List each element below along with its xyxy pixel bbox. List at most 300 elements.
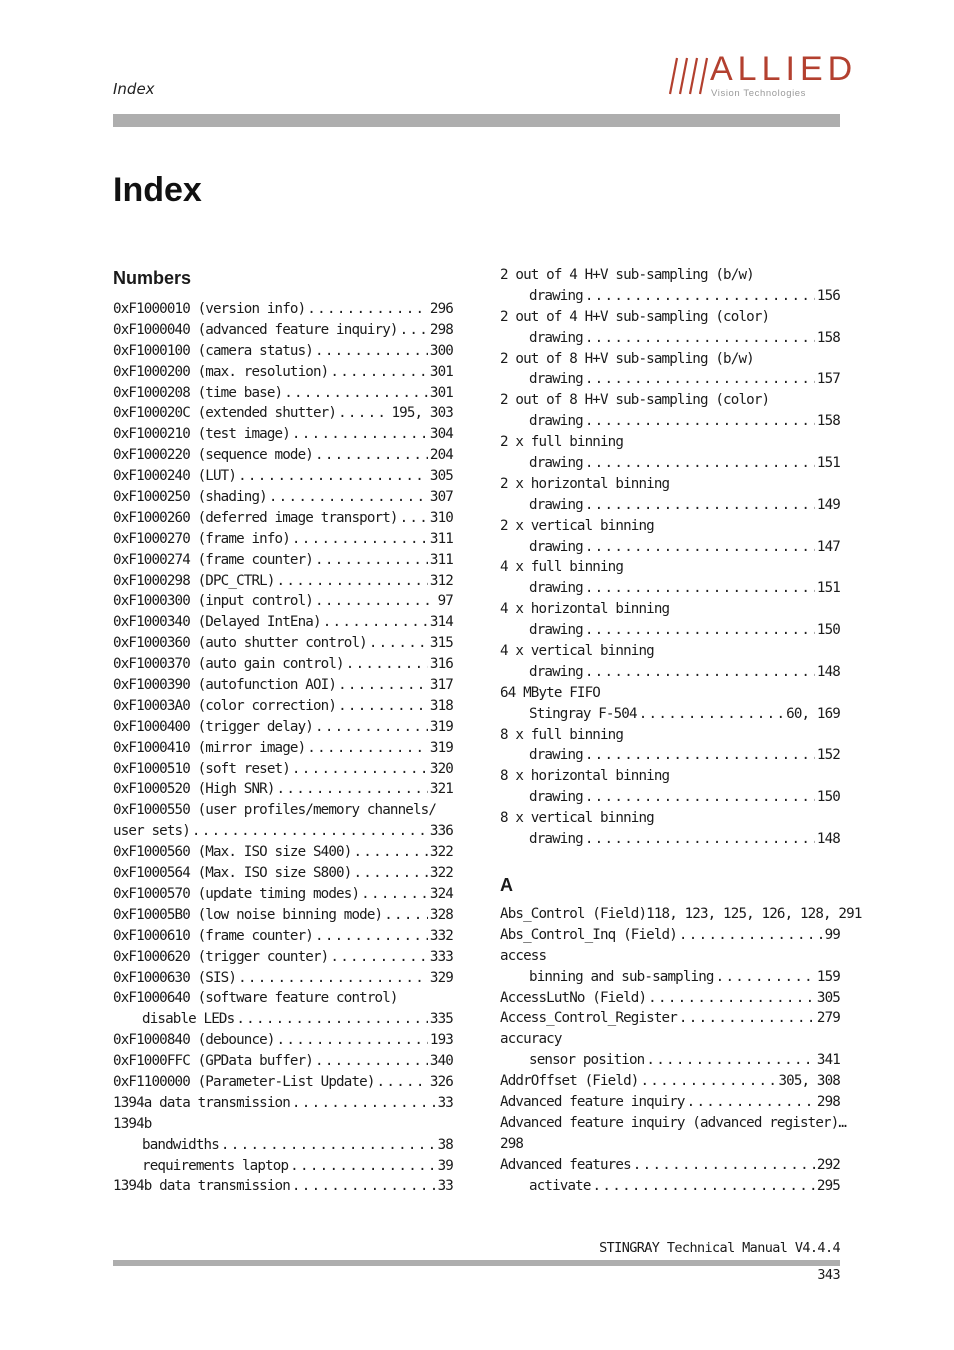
index-entry[interactable] bbox=[113, 947, 453, 968]
entry-term: 0xF1000340 (Delayed IntEna) bbox=[113, 614, 321, 631]
entry-term: 0xF1100000 (Parameter-List Update) bbox=[113, 1073, 375, 1090]
index-column-left bbox=[113, 265, 453, 1197]
dot-leader bbox=[585, 537, 815, 558]
entry-page-ref[interactable]: 320 bbox=[429, 760, 453, 777]
entry-page-ref[interactable]: 298 bbox=[429, 321, 453, 338]
entry-term: drawing bbox=[529, 663, 583, 680]
footer-rule bbox=[113, 1260, 840, 1266]
index-entry[interactable] bbox=[113, 1051, 453, 1072]
entry-page-ref[interactable]: 305, 308 bbox=[778, 1073, 840, 1090]
entry-term: Abs_Control (Field)118, 123, 125, 126, 128, 291 bbox=[500, 905, 862, 922]
entry-term: 0xF1000210 (test image) bbox=[113, 426, 290, 443]
index-entry[interactable] bbox=[113, 779, 453, 800]
entry-term: 4 x horizontal binning bbox=[500, 601, 670, 618]
entry-term: Advanced feature inquiry (advanced register)… bbox=[500, 1114, 847, 1131]
index-entry[interactable] bbox=[113, 696, 453, 717]
index-entry bbox=[113, 1114, 453, 1135]
entry-term: Stingray F-504 bbox=[529, 705, 637, 722]
logo-word: ALLIED bbox=[710, 50, 858, 88]
entry-page-ref[interactable]: 305 bbox=[429, 468, 453, 485]
dot-leader bbox=[585, 620, 815, 641]
dot-leader bbox=[221, 1135, 436, 1156]
entry-page-ref[interactable]: 38 bbox=[437, 1136, 453, 1153]
entry-page-ref[interactable]: 158 bbox=[816, 329, 840, 346]
dot-leader bbox=[646, 1050, 815, 1071]
dot-leader bbox=[238, 968, 428, 989]
entry-page-ref[interactable]: 157 bbox=[816, 371, 840, 388]
entry-term: 0xF1000410 (mirror image) bbox=[113, 739, 306, 756]
index-entry[interactable] bbox=[113, 341, 453, 362]
index-column-right bbox=[500, 265, 862, 1196]
entry-term: 0xF1000100 (camera status) bbox=[113, 342, 313, 359]
entry-term: 0xF100020C (extended shutter) bbox=[113, 405, 337, 422]
index-entry[interactable] bbox=[500, 988, 840, 1009]
entry-term: 0xF1000640 (software feature control) bbox=[113, 990, 398, 1007]
entry-term: 2 out of 4 H+V sub-sampling (color) bbox=[500, 308, 770, 325]
entry-page-ref[interactable]: 335 bbox=[429, 1011, 453, 1028]
index-entry[interactable] bbox=[113, 759, 453, 780]
index-entry[interactable] bbox=[113, 487, 453, 508]
dot-leader bbox=[307, 738, 428, 759]
index-entry bbox=[500, 390, 840, 411]
entry-term: 0xF1000610 (frame counter) bbox=[113, 927, 313, 944]
dot-leader bbox=[292, 1176, 436, 1197]
dot-leader bbox=[292, 424, 428, 445]
entry-term: 0xF1000274 (frame counter) bbox=[113, 551, 313, 568]
entry-page-ref[interactable]: 292 bbox=[816, 1156, 840, 1173]
dot-leader bbox=[400, 508, 428, 529]
index-subentry[interactable] bbox=[500, 495, 840, 516]
entry-term: 0xF1000570 (update timing modes) bbox=[113, 885, 360, 902]
index-entry[interactable] bbox=[113, 884, 453, 905]
index-entry[interactable] bbox=[113, 968, 453, 989]
dot-leader bbox=[277, 571, 428, 592]
entry-page-ref[interactable]: 33 bbox=[437, 1178, 453, 1195]
entry-term: 8 x full binning bbox=[500, 726, 624, 743]
index-subentry[interactable] bbox=[500, 967, 840, 988]
dot-leader bbox=[192, 821, 428, 842]
entry-page-ref[interactable]: 295 bbox=[816, 1177, 840, 1194]
entry-term: binning and sub-sampling bbox=[529, 968, 714, 985]
index-entry[interactable] bbox=[113, 863, 453, 884]
entry-term: 0xF1000390 (autofunction AOI) bbox=[113, 677, 337, 694]
index-entry[interactable] bbox=[113, 1176, 453, 1197]
dot-leader bbox=[292, 1093, 436, 1114]
entry-term: 1394b bbox=[113, 1115, 152, 1132]
entry-page-ref[interactable]: 150 bbox=[816, 622, 840, 639]
dot-leader bbox=[284, 383, 428, 404]
dot-leader bbox=[585, 369, 815, 390]
index-subentry[interactable] bbox=[500, 829, 840, 850]
index-entry bbox=[500, 725, 840, 746]
index-entry bbox=[500, 349, 840, 370]
entry-term: requirements laptop bbox=[142, 1157, 289, 1174]
index-entry[interactable] bbox=[113, 550, 453, 571]
index-entry[interactable] bbox=[113, 654, 453, 675]
dot-leader bbox=[679, 925, 823, 946]
index-entry[interactable] bbox=[113, 383, 453, 404]
index-entry[interactable] bbox=[113, 529, 453, 550]
entry-term: 64 MByte FIFO bbox=[500, 684, 600, 701]
dot-leader bbox=[369, 633, 428, 654]
entry-term: 0xF1000510 (soft reset) bbox=[113, 760, 290, 777]
index-entry[interactable] bbox=[113, 424, 453, 445]
entry-page-ref[interactable]: 148 bbox=[816, 831, 840, 848]
entry-page-ref[interactable]: 333 bbox=[429, 948, 453, 965]
page-heading: Index bbox=[113, 171, 202, 209]
entry-page-ref[interactable]: 305 bbox=[816, 989, 840, 1006]
index-subentry[interactable] bbox=[500, 286, 840, 307]
entry-term: 0xF1000250 (shading) bbox=[113, 489, 267, 506]
entry-term: 2 x horizontal binning bbox=[500, 475, 670, 492]
entry-term: 4 x full binning bbox=[500, 559, 624, 576]
entry-page-ref[interactable]: 193 bbox=[429, 1032, 453, 1049]
entry-page-ref[interactable]: 312 bbox=[429, 572, 453, 589]
index-subentry[interactable] bbox=[500, 745, 840, 766]
entry-term: drawing bbox=[529, 287, 583, 304]
dot-leader bbox=[640, 1071, 776, 1092]
index-entry[interactable] bbox=[113, 717, 453, 738]
index-entry bbox=[500, 1029, 840, 1050]
index-entry[interactable] bbox=[113, 403, 453, 424]
dot-leader bbox=[377, 1072, 428, 1093]
index-entry bbox=[113, 988, 453, 1009]
dot-leader bbox=[292, 759, 428, 780]
index-entry[interactable] bbox=[500, 1008, 840, 1029]
index-entry bbox=[500, 808, 840, 829]
index-entry[interactable] bbox=[500, 1071, 840, 1092]
index-entry[interactable] bbox=[113, 445, 453, 466]
running-title: Index bbox=[113, 80, 155, 98]
entry-term: 0xF1000564 (Max. ISO size S800) bbox=[113, 865, 352, 882]
entry-page-ref[interactable]: 60, 169 bbox=[786, 705, 840, 722]
entry-term: 0xF1000200 (max. resolution) bbox=[113, 363, 329, 380]
index-entry bbox=[500, 599, 840, 620]
index-subentry[interactable] bbox=[500, 1050, 840, 1071]
entry-term: user sets) bbox=[113, 823, 190, 840]
entry-term: disable LEDs bbox=[142, 1011, 235, 1028]
logo-tagline: Vision Technologies bbox=[711, 88, 807, 99]
entry-page-ref[interactable]: 336 bbox=[429, 823, 453, 840]
index-entry[interactable] bbox=[113, 1030, 453, 1051]
index-subentry[interactable] bbox=[500, 1176, 840, 1197]
index-entry bbox=[500, 265, 840, 286]
dot-leader bbox=[353, 842, 427, 863]
entry-page-ref[interactable]: 316 bbox=[429, 656, 453, 673]
entry-page-ref[interactable]: 311 bbox=[429, 551, 453, 568]
entry-page-ref[interactable]: 315 bbox=[429, 635, 453, 652]
dot-leader bbox=[633, 1155, 815, 1176]
dot-leader bbox=[639, 704, 784, 725]
entry-page-ref[interactable]: 310 bbox=[429, 509, 453, 526]
index-entry[interactable] bbox=[113, 905, 453, 926]
dot-leader bbox=[330, 947, 428, 968]
header-rule bbox=[113, 114, 840, 127]
dot-leader bbox=[679, 1008, 815, 1029]
index-entry[interactable] bbox=[500, 925, 840, 946]
index-entry bbox=[500, 1113, 847, 1134]
entry-term: drawing bbox=[529, 747, 583, 764]
entry-term: 0xF10003A0 (color correction) bbox=[113, 697, 337, 714]
dot-leader bbox=[585, 578, 815, 599]
index-subentry[interactable] bbox=[113, 1135, 453, 1156]
dot-leader bbox=[238, 466, 428, 487]
index-entry[interactable] bbox=[113, 299, 453, 320]
entry-term: 0xF1000300 (input control) bbox=[113, 593, 313, 610]
entry-term: 0xF1000840 (debounce) bbox=[113, 1032, 275, 1049]
entry-page-ref[interactable]: 311 bbox=[429, 530, 453, 547]
entry-term: 0xF1000630 (SIS) bbox=[113, 969, 237, 986]
entry-page-ref[interactable]: 340 bbox=[429, 1053, 453, 1070]
entry-page-ref[interactable]: 39 bbox=[437, 1157, 453, 1174]
entry-page-ref[interactable]: 301 bbox=[429, 384, 453, 401]
entry-term: 0xF1000240 (LUT) bbox=[113, 468, 237, 485]
entry-page-ref[interactable]: 298 bbox=[816, 1093, 840, 1110]
entry-page-ref[interactable]: 156 bbox=[816, 287, 840, 304]
entry-term: drawing bbox=[529, 413, 583, 430]
entry-page-ref[interactable]: 296 bbox=[429, 301, 453, 317]
dot-leader bbox=[585, 495, 815, 516]
entry-page-ref[interactable]: 324 bbox=[429, 885, 453, 902]
entry-term: drawing bbox=[529, 496, 583, 513]
entry-term: AccessLutNo (Field) bbox=[500, 989, 647, 1006]
entry-page-ref[interactable]: 151 bbox=[816, 580, 840, 597]
dot-leader bbox=[315, 717, 428, 738]
entry-page-ref[interactable]: 152 bbox=[816, 747, 840, 764]
entry-term: drawing bbox=[529, 831, 583, 848]
dot-leader bbox=[585, 662, 815, 683]
index-entry[interactable] bbox=[113, 571, 453, 592]
index-subentry[interactable] bbox=[500, 537, 840, 558]
index-entry bbox=[500, 641, 840, 662]
index-entry[interactable] bbox=[113, 591, 453, 612]
entry-term: 0xF1000400 (trigger delay) bbox=[113, 718, 313, 735]
section-heading-a: A bbox=[500, 874, 513, 895]
entry-term: 0xF1000370 (auto gain control) bbox=[113, 656, 344, 673]
entry-term: drawing bbox=[529, 371, 583, 388]
entry-page-ref[interactable]: 319 bbox=[429, 739, 453, 756]
entry-term: 0xF1000FFC (GPData buffer) bbox=[113, 1053, 313, 1070]
index-entry[interactable] bbox=[113, 675, 453, 696]
dot-leader bbox=[716, 967, 815, 988]
entry-term: 0xF10005B0 (low noise binning mode) bbox=[113, 906, 383, 923]
index-entry[interactable] bbox=[500, 1155, 840, 1176]
entry-page-ref[interactable]: 319 bbox=[429, 718, 453, 735]
entry-page-ref[interactable]: 149 bbox=[816, 496, 840, 513]
entry-term: drawing bbox=[529, 789, 583, 806]
index-entry bbox=[500, 766, 840, 787]
dot-leader bbox=[315, 1051, 428, 1072]
dot-leader bbox=[648, 988, 815, 1009]
entry-term: sensor position bbox=[529, 1052, 645, 1069]
dot-leader bbox=[585, 829, 815, 850]
entry-page-ref[interactable]: 307 bbox=[429, 489, 453, 506]
entry-page-ref[interactable]: 326 bbox=[429, 1073, 453, 1090]
entry-term: drawing bbox=[529, 580, 583, 597]
dot-leader bbox=[315, 591, 436, 612]
dot-leader bbox=[585, 328, 815, 349]
dot-leader bbox=[585, 453, 815, 474]
index-entry[interactable] bbox=[113, 926, 453, 947]
allied-logo bbox=[668, 50, 858, 102]
entry-term: drawing bbox=[529, 329, 583, 346]
entry-page-ref[interactable]: 318 bbox=[429, 697, 453, 714]
dot-leader bbox=[323, 612, 428, 633]
entry-page-ref[interactable]: 147 bbox=[816, 538, 840, 555]
index-entry[interactable] bbox=[113, 320, 453, 341]
index-entry[interactable] bbox=[113, 508, 453, 529]
entry-term: 0xF1000010 (version info) bbox=[113, 301, 306, 317]
index-entry[interactable] bbox=[113, 1093, 453, 1114]
entry-term: 0xF1000270 (frame info) bbox=[113, 530, 290, 547]
entry-page-ref[interactable]: 279 bbox=[816, 1010, 840, 1027]
entry-page-ref[interactable]: 99 bbox=[824, 926, 840, 943]
entry-term: 298 bbox=[500, 1135, 524, 1152]
dot-leader bbox=[277, 1030, 428, 1051]
index-entry bbox=[113, 800, 453, 821]
entry-term: bandwidths bbox=[142, 1136, 219, 1153]
entry-term: drawing bbox=[529, 622, 583, 639]
entry-page-ref[interactable]: 317 bbox=[429, 677, 453, 694]
entry-page-ref[interactable]: 158 bbox=[816, 413, 840, 430]
index-subentry[interactable] bbox=[500, 411, 840, 432]
index-entry[interactable] bbox=[113, 633, 453, 654]
dot-leader bbox=[338, 675, 428, 696]
dot-leader bbox=[269, 487, 428, 508]
index-entry[interactable] bbox=[113, 821, 453, 842]
index-entry bbox=[500, 307, 840, 328]
entry-term: 0xF1000220 (sequence mode) bbox=[113, 447, 313, 464]
dot-leader bbox=[593, 1176, 815, 1197]
entry-page-ref[interactable]: 322 bbox=[429, 844, 453, 861]
index-entry bbox=[500, 516, 840, 537]
entry-page-ref[interactable]: 148 bbox=[816, 663, 840, 680]
entry-term: 2 out of 4 H+V sub-sampling (b/w) bbox=[500, 267, 754, 283]
entry-term: 0xF1000260 (deferred image transport) bbox=[113, 509, 398, 526]
entry-page-ref[interactable]: 33 bbox=[437, 1094, 453, 1111]
dot-leader bbox=[315, 445, 428, 466]
dot-leader bbox=[585, 286, 815, 307]
dot-leader bbox=[330, 362, 428, 383]
dot-leader bbox=[292, 529, 428, 550]
logo-slashes-icon bbox=[668, 56, 708, 96]
index-subentry[interactable] bbox=[500, 369, 840, 390]
entry-term: 0xF1000520 (High SNR) bbox=[113, 781, 275, 798]
index-entry bbox=[500, 904, 862, 925]
index-subentry[interactable] bbox=[500, 578, 840, 599]
entry-page-ref[interactable]: 301 bbox=[429, 363, 453, 380]
entry-page-ref[interactable]: 322 bbox=[429, 865, 453, 882]
entry-term: 2 out of 8 H+V sub-sampling (b/w) bbox=[500, 350, 754, 367]
dot-leader bbox=[277, 779, 428, 800]
index-entry bbox=[500, 432, 840, 453]
entry-term: 1394a data transmission bbox=[113, 1094, 290, 1111]
dot-leader bbox=[361, 884, 428, 905]
dot-leader bbox=[585, 745, 815, 766]
entry-term: 8 x vertical binning bbox=[500, 810, 654, 827]
index-entry[interactable] bbox=[113, 738, 453, 759]
entry-page-ref[interactable]: 159 bbox=[816, 968, 840, 985]
index-entry[interactable] bbox=[113, 842, 453, 863]
entry-page-ref[interactable]: 328 bbox=[429, 906, 453, 923]
section-spacer bbox=[500, 850, 840, 872]
entry-page-ref[interactable]: 329 bbox=[429, 969, 453, 986]
entry-page-ref[interactable]: 195, 303 bbox=[391, 405, 453, 422]
dot-leader bbox=[384, 905, 428, 926]
entry-term: access bbox=[500, 947, 547, 964]
index-entry bbox=[500, 557, 840, 578]
entry-term: 0xF1000620 (trigger counter) bbox=[113, 948, 329, 965]
index-entry bbox=[500, 1134, 840, 1155]
index-subentry[interactable] bbox=[500, 328, 840, 349]
entry-page-ref[interactable]: 321 bbox=[429, 781, 453, 798]
entry-term: 0xF1000560 (Max. ISO size S400) bbox=[113, 844, 352, 861]
entry-term: activate bbox=[529, 1177, 591, 1194]
index-subentry[interactable] bbox=[500, 787, 840, 808]
section-heading-numbers: Numbers bbox=[113, 268, 192, 288]
index-subentry[interactable] bbox=[500, 453, 840, 474]
index-entry[interactable] bbox=[113, 362, 453, 383]
manual-title: STINGRAY Technical Manual V4.4.4 bbox=[599, 1240, 840, 1256]
index-entry bbox=[500, 474, 840, 495]
entry-term: Access_Control_Register bbox=[500, 1010, 677, 1027]
entry-term: 0xF1000298 (DPC_CTRL) bbox=[113, 572, 275, 589]
dot-leader bbox=[338, 403, 389, 424]
entry-page-ref[interactable]: 97 bbox=[437, 593, 453, 610]
entry-term: 2 x full binning bbox=[500, 434, 624, 451]
index-entry[interactable] bbox=[113, 612, 453, 633]
dot-leader bbox=[585, 787, 815, 808]
index-subentry[interactable] bbox=[113, 1156, 453, 1177]
entry-page-ref[interactable]: 304 bbox=[429, 426, 453, 443]
dot-leader bbox=[236, 1009, 428, 1030]
entry-page-ref[interactable]: 332 bbox=[429, 927, 453, 944]
entry-term: 2 out of 8 H+V sub-sampling (color) bbox=[500, 392, 770, 409]
index-subentry[interactable] bbox=[500, 662, 840, 683]
entry-term: Advanced feature inquiry bbox=[500, 1093, 685, 1110]
index-list-a bbox=[500, 904, 862, 1196]
entry-page-ref[interactable]: 150 bbox=[816, 789, 840, 806]
entry-term: 0xF1000360 (auto shutter control) bbox=[113, 635, 367, 652]
index-subentry[interactable] bbox=[113, 1009, 453, 1030]
entry-term: 0xF1000208 (time base) bbox=[113, 384, 283, 401]
index-entry bbox=[500, 946, 840, 967]
entry-page-ref[interactable]: 204 bbox=[429, 447, 453, 464]
entry-page-ref[interactable]: 300 bbox=[429, 342, 453, 359]
entry-page-ref[interactable]: 314 bbox=[429, 614, 453, 631]
index-subentry[interactable] bbox=[500, 620, 840, 641]
index-entry[interactable] bbox=[113, 466, 453, 487]
entry-term: 2 x vertical binning bbox=[500, 517, 654, 534]
entry-page-ref[interactable]: 151 bbox=[816, 455, 840, 472]
entry-term: Abs_Control_Inq (Field) bbox=[500, 926, 677, 943]
index-entry[interactable] bbox=[113, 1072, 453, 1093]
index-entry[interactable] bbox=[500, 1092, 840, 1113]
entry-term: accuracy bbox=[500, 1031, 562, 1048]
entry-term: AddrOffset (Field) bbox=[500, 1073, 639, 1090]
entry-term: 0xF1000040 (advanced feature inquiry) bbox=[113, 321, 398, 338]
index-subentry[interactable] bbox=[500, 704, 840, 725]
dot-leader bbox=[346, 654, 428, 675]
dot-leader bbox=[400, 320, 428, 341]
dot-leader bbox=[315, 550, 428, 571]
entry-term: 8 x horizontal binning bbox=[500, 768, 670, 785]
entry-term: 1394b data transmission bbox=[113, 1178, 290, 1195]
entry-term: 0xF1000550 (user profiles/memory channels/ bbox=[113, 802, 437, 819]
entry-page-ref[interactable]: 341 bbox=[816, 1052, 840, 1069]
dot-leader bbox=[687, 1092, 815, 1113]
entry-term: Advanced features bbox=[500, 1156, 631, 1173]
